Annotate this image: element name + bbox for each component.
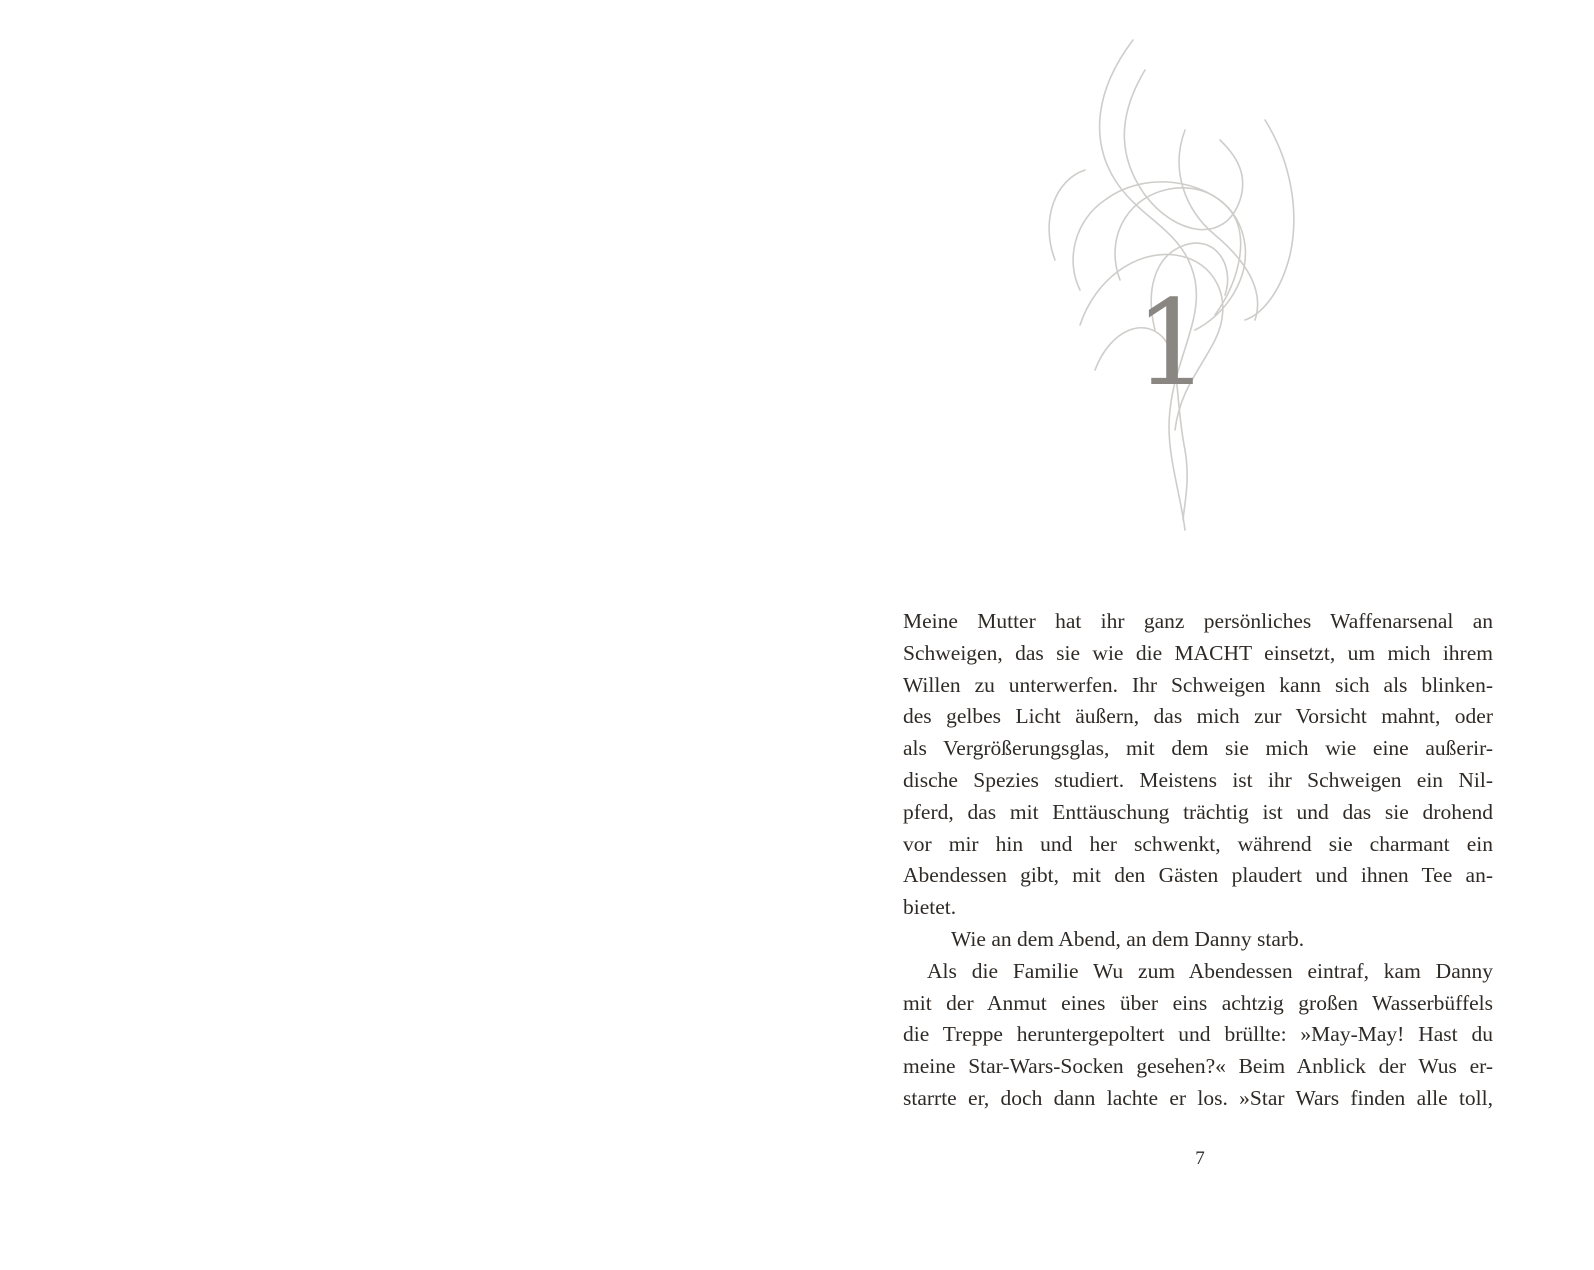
text-line: vor mir hin und her schwenkt, während sie charmant ein	[903, 831, 1493, 856]
text-line: des gelbes Licht äußern, das mich zur Vorsicht mahnt, oder	[903, 704, 1493, 729]
text-line: Wie an dem Abend, an dem Danny starb.	[951, 926, 1305, 951]
chapter-number: 1	[1134, 274, 1210, 412]
text-line: Schweigen, das sie wie die MACHT einsetzt, um mich ihrem	[903, 640, 1493, 665]
paragraph-2	[903, 924, 1493, 956]
text-line: meine Star-Wars-Socken gesehen?« Beim Anblick der Wus er-	[903, 1054, 1493, 1079]
text-line: als Vergrößerungsglas, mit dem sie mich wie eine außerir-	[903, 736, 1493, 761]
paragraph-1	[903, 606, 1493, 924]
text-line: Willen zu unterwerfen. Ihr Schweigen kann sich als blinken-	[903, 672, 1493, 697]
text-line: mit der Anmut eines über eins achtzig großen Wasserbüffels	[903, 990, 1493, 1015]
text-line: Als die Familie Wu zum Abendessen eintraf, kam Danny	[927, 958, 1493, 983]
text-line: Meine Mutter hat ihr ganz persönliches Waffenarsenal an	[903, 609, 1493, 633]
text-line: die Treppe heruntergepoltert und brüllte: »May-May! Hast du	[903, 1022, 1493, 1047]
text-line: dische Spezies studiert. Meistens ist ihr Schweigen ein Nil-	[903, 767, 1493, 792]
paragraph-3	[903, 956, 1493, 1115]
page-number: 7	[1195, 1148, 1205, 1169]
text-line: Abendessen gibt, mit den Gästen plaudert und ihnen Tee an-	[903, 863, 1493, 888]
chapter-body-text	[903, 606, 1493, 1115]
text-line: pferd, das mit Enttäuschung trächtig ist und das sie drohend	[903, 799, 1493, 824]
text-line: starrte er, doch dann lachte er los. »Star Wars finden alle toll,	[903, 1085, 1493, 1110]
text-line: bietet.	[903, 895, 957, 920]
